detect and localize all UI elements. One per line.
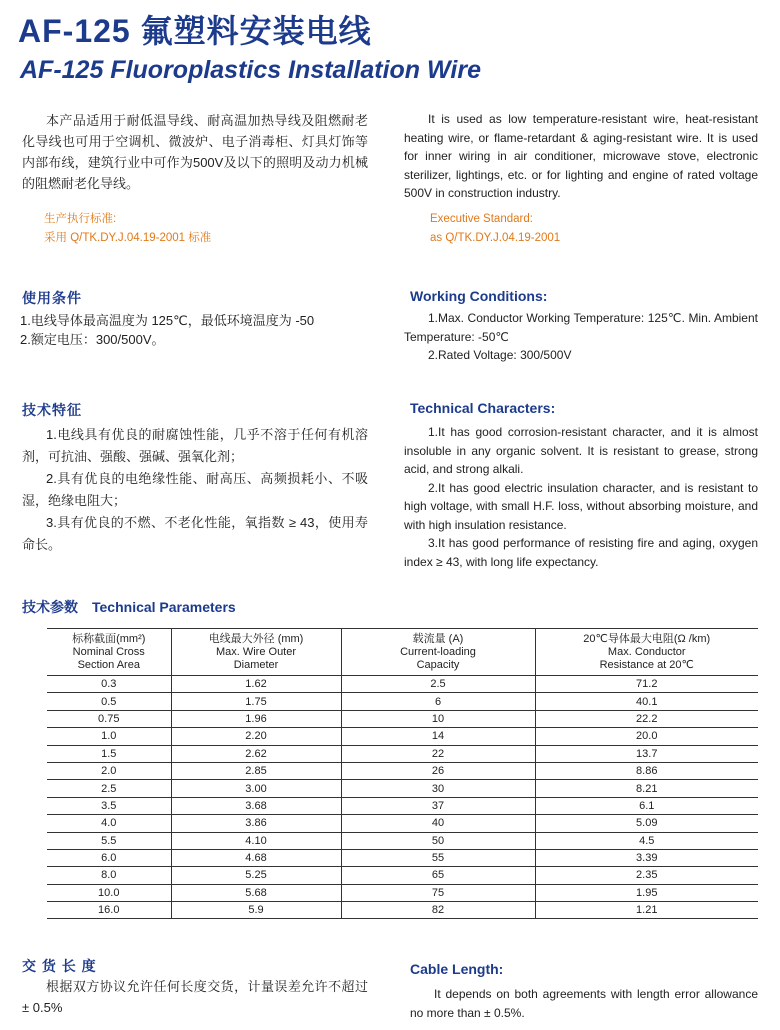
table-cell: 8.86 <box>535 762 758 779</box>
table-row <box>47 710 758 727</box>
table-cell: 1.96 <box>171 710 341 727</box>
working-condition-cn-item: 2.额定电压：300/500V。 <box>20 332 165 347</box>
table-cell: 1.5 <box>47 745 171 762</box>
table-row <box>47 849 758 866</box>
column-header-diameter: 电线最大外径 (mm) Max. Wire Outer Diameter <box>171 629 341 676</box>
table-cell: 6.0 <box>47 849 171 866</box>
technical-cn <box>22 424 368 556</box>
standard-en <box>430 210 560 248</box>
table-cell: 14 <box>341 728 535 745</box>
table-header-row <box>47 629 758 676</box>
table-cell: 4.10 <box>171 832 341 849</box>
working-condition-en-item: 1.Max. Conductor Working Temperature: 125℃. Min. Ambient Temperature: -50℃ <box>404 311 758 344</box>
table-row <box>47 762 758 779</box>
table-cell: 5.9 <box>171 902 341 919</box>
table-cell: 37 <box>341 797 535 814</box>
table-row <box>47 902 758 919</box>
working-conditions-heading-cn: 使用条件 <box>22 290 82 306</box>
table-cell: 3.00 <box>171 780 341 797</box>
technical-en-item: 3.It has good performance of resisting fire and aging, oxygen index ≥ 43, with long life expectancy. <box>404 536 758 569</box>
table-cell: 1.0 <box>47 728 171 745</box>
working-conditions-heading-en: Working Conditions: <box>410 288 548 304</box>
table-cell: 0.5 <box>47 693 171 710</box>
table-row <box>47 693 758 710</box>
table-cell: 5.5 <box>47 832 171 849</box>
technical-cn-item: 3.具有优良的不燃、不老化性能，氧指数 ≥ 43，使用寿命长。 <box>22 515 368 552</box>
table-cell: 20.0 <box>535 728 758 745</box>
table-cell: 3.5 <box>47 797 171 814</box>
cable-length-cn: 根据双方协议允许任何长度交货，计量误差允许不超过 ± 0.5% <box>22 979 368 1015</box>
table-row <box>47 884 758 901</box>
table-cell: 6 <box>341 693 535 710</box>
table-cell: 2.5 <box>47 780 171 797</box>
table-cell: 22 <box>341 745 535 762</box>
table-row <box>47 745 758 762</box>
table-row <box>47 815 758 832</box>
table-cell: 2.0 <box>47 762 171 779</box>
parameters-heading-cn: 技术参数 <box>22 599 78 615</box>
table-cell: 75 <box>341 884 535 901</box>
technical-en-item: 2.It has good electric insulation character, and is resistant to high voltage, with small H.F. loss, without absorbing moisture, and with high insulation resistance. <box>404 480 758 532</box>
standard-en-label: Executive Standard: <box>430 213 533 225</box>
parameters-heading <box>22 597 236 617</box>
table-cell: 1.21 <box>535 902 758 919</box>
technical-en-item: 1.It has good corrosion-resistant character, and it is almost insoluble in any organic solvent. It is resistant to grease, strong acid, and strong alkali. <box>404 425 758 476</box>
table-cell: 16.0 <box>47 902 171 919</box>
table-cell: 8.0 <box>47 867 171 884</box>
table-cell: 10 <box>341 710 535 727</box>
table-cell: 65 <box>341 867 535 884</box>
table-cell: 0.75 <box>47 710 171 727</box>
table-cell: 50 <box>341 832 535 849</box>
technical-cn-item: 1.电线具有优良的耐腐蚀性能，几乎不溶于任何有机溶剂，可抗油、强酸、强碱、强氧化剂； <box>22 427 368 464</box>
table-cell: 5.25 <box>171 867 341 884</box>
table-cell: 5.09 <box>535 815 758 832</box>
technical-cn-item: 2.具有优良的电绝缘性能、耐高压、高频损耗小、不吸湿，绝缘电阻大； <box>22 471 368 508</box>
technical-heading-cn: 技术特征 <box>22 402 82 418</box>
standard-en-value: as Q/TK.DY.J.04.19-2001 <box>430 232 561 244</box>
working-condition-cn-item: 1.电线导体最高温度为 125℃，最低环境温度为 -50 <box>20 313 315 328</box>
table-cell: 13.7 <box>535 745 758 762</box>
table-cell: 4.5 <box>535 832 758 849</box>
working-condition-en-item: 2.Rated Voltage: 300/500V <box>428 348 572 362</box>
page-title-en: AF-125 Fluoroplastics Installation Wire <box>20 56 481 84</box>
standard-cn-label: 生产执行标准: <box>44 213 117 225</box>
working-conditions-en <box>404 309 758 365</box>
table-row <box>47 676 758 693</box>
table-cell: 40 <box>341 815 535 832</box>
table-row <box>47 728 758 745</box>
table-cell: 55 <box>341 849 535 866</box>
table-cell: 40.1 <box>535 693 758 710</box>
standard-cn <box>44 210 211 248</box>
table-row <box>47 797 758 814</box>
table-cell: 22.2 <box>535 710 758 727</box>
table-row <box>47 832 758 849</box>
table-row <box>47 867 758 884</box>
table-cell: 3.39 <box>535 849 758 866</box>
column-header-resistance: 20℃导体最大电阻(Ω /km) Max. Conductor Resistance at 20℃ <box>535 629 758 676</box>
table-cell: 2.62 <box>171 745 341 762</box>
table-cell: 1.95 <box>535 884 758 901</box>
table-cell: 2.5 <box>341 676 535 693</box>
table-cell: 3.86 <box>171 815 341 832</box>
table-cell: 0.3 <box>47 676 171 693</box>
table-cell: 4.68 <box>171 849 341 866</box>
table-cell: 10.0 <box>47 884 171 901</box>
cable-length-heading-en: Cable Length: <box>410 961 504 977</box>
column-header-area: 标称截面(mm²) Nominal Cross Section Area <box>47 629 171 676</box>
standard-cn-value: 采用 Q/TK.DY.J.04.19-2001 标准 <box>44 232 212 244</box>
intro-cn: 本产品适用于耐低温导线、耐高温加热导线及阻燃耐老化导线也可用于空调机、微波炉、电子消毒柜、灯具灯饰等内部布线，建筑行业中可作为500V及以下的照明及动力机械的阻燃耐老化导线。 <box>22 113 368 191</box>
table-cell: 5.68 <box>171 884 341 901</box>
cable-length-en: It depends on both agreements with length error allowance no more than ± 0.5%. <box>410 987 758 1020</box>
table-cell: 2.35 <box>535 867 758 884</box>
table-cell: 2.85 <box>171 762 341 779</box>
column-header-capacity: 载流量 (A) Current-loading Capacity <box>341 629 535 676</box>
table-cell: 2.20 <box>171 728 341 745</box>
table-cell: 82 <box>341 902 535 919</box>
table-cell: 1.75 <box>171 693 341 710</box>
cable-length-heading-cn: 交 货 长 度 <box>22 958 97 974</box>
working-conditions-cn <box>20 311 370 349</box>
technical-en <box>404 423 758 571</box>
table-row <box>47 780 758 797</box>
table-cell: 6.1 <box>535 797 758 814</box>
page-title-cn: AF-125 氟塑料安装电线 <box>18 13 372 49</box>
parameters-heading-en: Technical Parameters <box>92 599 236 615</box>
table-cell: 3.68 <box>171 797 341 814</box>
technical-heading-en: Technical Characters: <box>410 400 556 416</box>
table-cell: 1.62 <box>171 676 341 693</box>
parameters-table <box>47 628 758 919</box>
table-cell: 26 <box>341 762 535 779</box>
table-cell: 30 <box>341 780 535 797</box>
table-cell: 4.0 <box>47 815 171 832</box>
table-cell: 8.21 <box>535 780 758 797</box>
intro-en: It is used as low temperature-resistant wire, heat-resistant heating wire, or flame-retardant & aging-resistant wire. It is used for inner wiring in air conditioner, microwave stove, electronic sterilizer, lightings, etc. or for lighting and engine of rated voltage 500V in construction industry. <box>404 112 758 200</box>
table-cell: 71.2 <box>535 676 758 693</box>
